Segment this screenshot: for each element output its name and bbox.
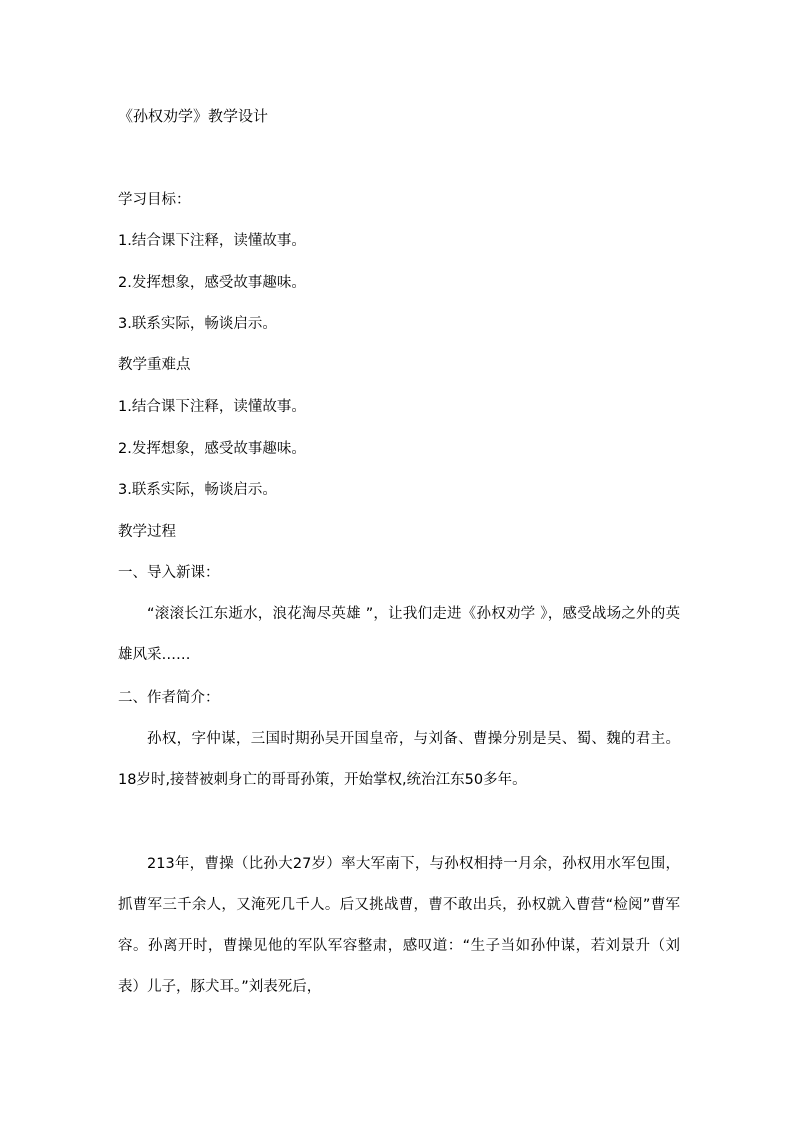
section-2-paragraph-2: 213年，曹操（比孙大27岁）率大军南下，与孙权相持一月余，孙权用水军包围，抓曹军三千余人，又淹死几千人。后又挑战曹，曹不敢出兵，孙权就入曹营“检阅”曹军容。孙离开时，曹操见他的军队军容整肃，感叹道：“生子当如孙仲谋，若刘景升（刘表）儿子，豚犬耳。”刘表死后， — [118, 856, 680, 995]
key-point-item-1: 1.结合课下注释，读懂故事。 — [118, 399, 306, 415]
objective-item-2: 2.发挥想象，感受故事趣味。 — [118, 275, 306, 291]
section-1-paragraph: “滚滚长江东逝水，浪花淘尽英雄 ”，让我们走进《孙权劝学 》，感受战场之外的英雄风采…… — [118, 606, 680, 663]
key-points-heading: 教学重难点 — [118, 357, 191, 373]
objective-item-1: 1.结合课下注释，读懂故事。 — [118, 233, 306, 249]
objectives-heading: 学习目标： — [118, 192, 191, 208]
section-1-heading: 一、导入新课： — [118, 565, 220, 581]
key-point-item-3: 3.联系实际，畅谈启示。 — [118, 482, 277, 498]
objective-item-3: 3.联系实际，畅谈启示。 — [118, 316, 277, 332]
process-heading: 教学过程 — [118, 524, 176, 540]
section-2-heading: 二、作者简介： — [118, 690, 220, 706]
section-2-paragraph-1: 孙权，字仲谋，三国时期孙吴开国皇帝，与刘备、曹操分别是吴、蜀、魏的君主。18岁时,接替被刺身亡的哥哥孙策，开始掌权,统治江东50多年。 — [118, 731, 680, 788]
key-point-item-2: 2.发挥想象，感受故事趣味。 — [118, 441, 306, 457]
document-title: 《孙权劝学》教学设计 — [118, 107, 269, 125]
